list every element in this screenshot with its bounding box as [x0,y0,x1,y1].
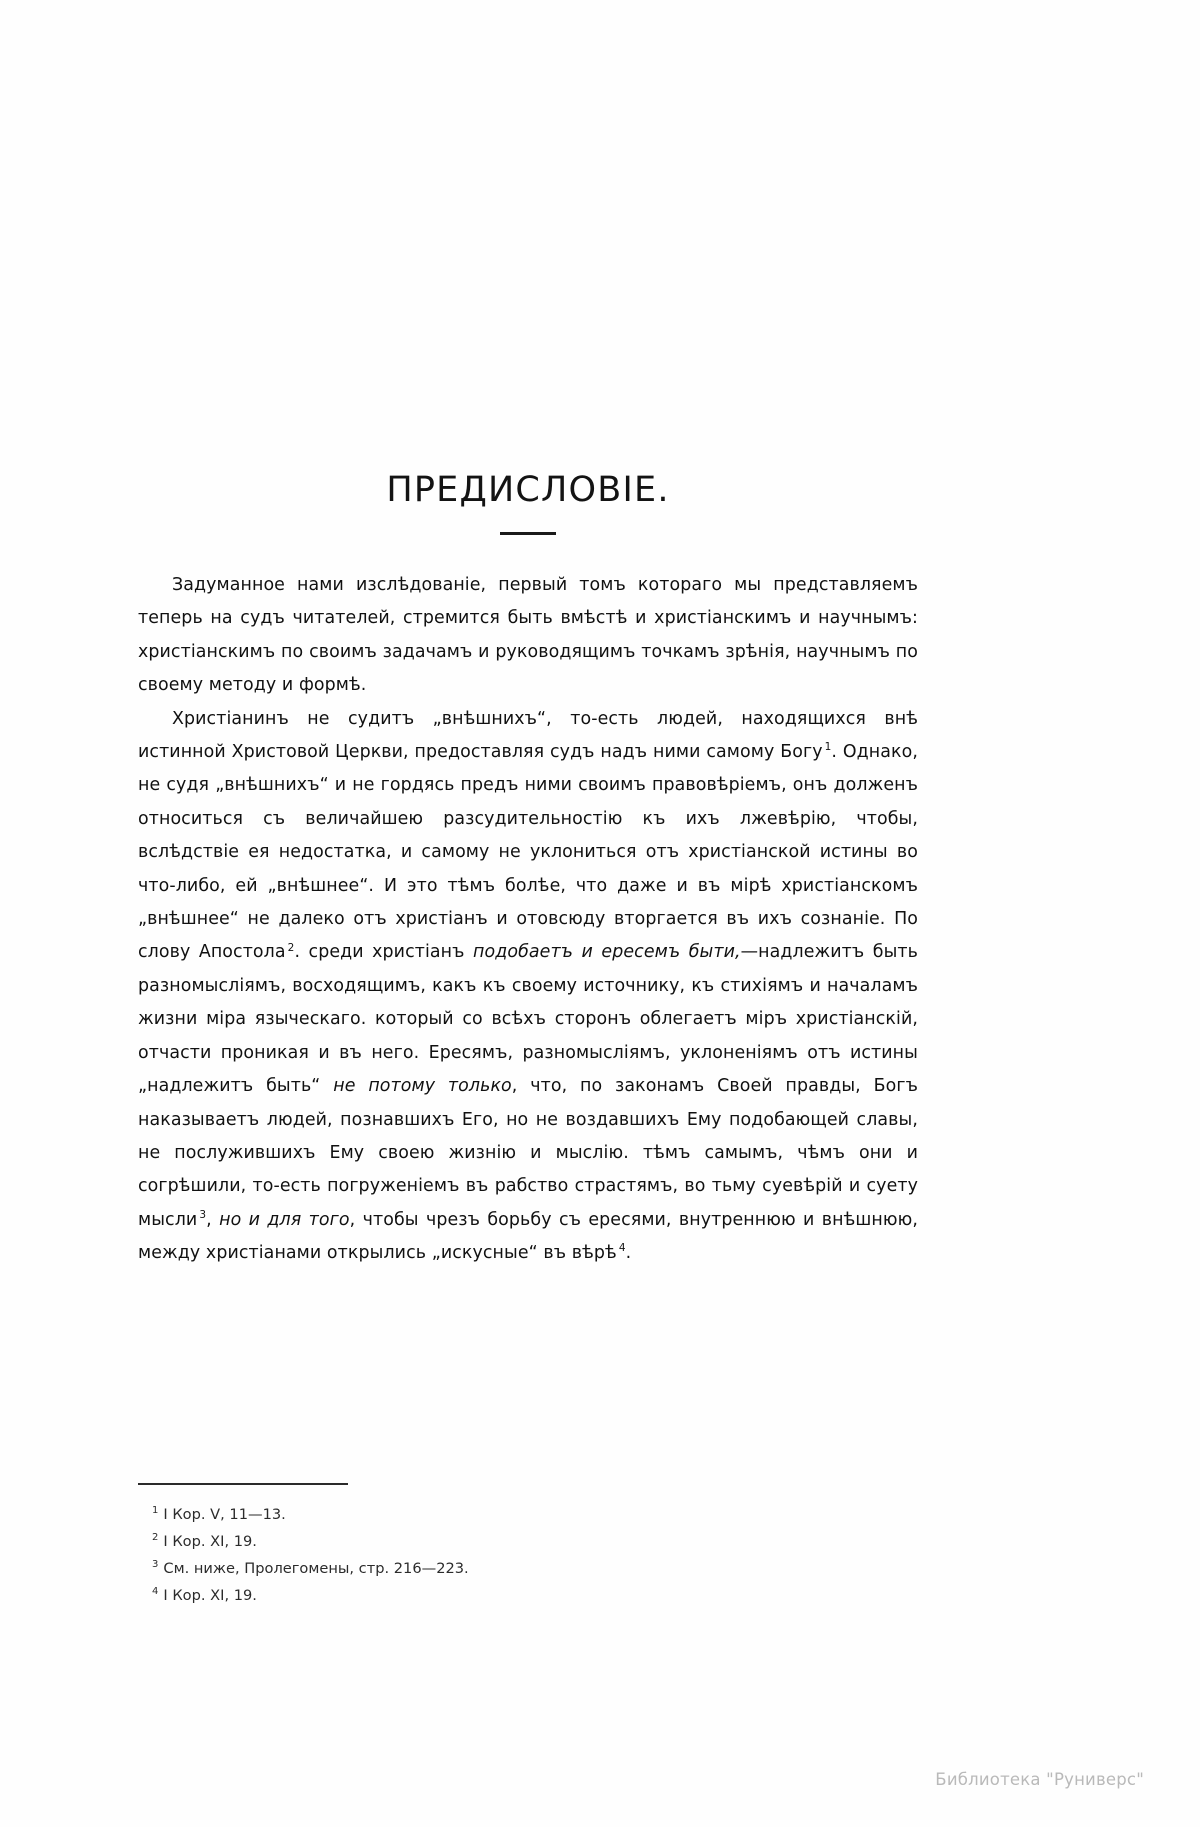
footnote-text: См. ниже, Пролегомены, стр. 216—223. [163,1560,469,1577]
paragraph-2-italic-1: подобаетъ и ересемъ быти, [473,942,741,963]
library-watermark: Библиотека "Руниверс" [935,1770,1144,1789]
footnote-ref-4: 4 [618,1242,626,1255]
footnote-ref-2: 2 [287,941,295,954]
paragraph-2-segment-f: , [206,1209,220,1230]
paragraph-2-segment-g: , чтобы чрезъ борьбу съ ересями, внутреннюю и внѣшнюю, между христіанами открылись „искусные“ въ вѣрѣ [138,1209,918,1264]
footnote-item [152,1582,918,1609]
footnote-item [152,1528,918,1555]
paragraph-2-segment-a: Христіанинъ не судитъ „внѣшнихъ“, то-есть людей, находящихся внѣ истинной Христовой Церкви, предоставляя судъ надъ ними самому Богу [138,708,918,763]
page-content [138,470,918,1271]
title-divider [500,532,556,535]
footnote-ref-3: 3 [199,1208,207,1221]
footnote-text: I Кор. XI, 19. [163,1533,257,1550]
footnote-mark: 3 [152,1559,159,1571]
footnote-item [152,1501,918,1528]
paragraph-2-segment-e: , что, по законамъ Своей правды, Богъ наказываетъ людей, познавшихъ Его, но не воздавшихъ Ему подобающей славы, не послужившихъ Ему своею жизнію и мыслію. тѣмъ самымъ, чѣмъ они и согрѣшили, то-есть погруженіемъ въ рабство страстямъ, во тьму суевѣрій и суету мысли [138,1076,918,1230]
footnote-mark: 2 [152,1532,159,1544]
footnote-mark: 4 [152,1586,159,1598]
footnote-list [138,1501,918,1609]
footnote-ref-1: 1 [824,741,832,754]
paragraph-2 [138,703,918,1271]
paragraph-1: Задуманное нами изслѣдованіе, первый томъ котораго мы представляемъ теперь на судъ читателей, стремится быть вмѣстѣ и христіанскимъ и научнымъ: христіанскимъ по своимъ задачамъ и руководящимъ точкамъ зрѣнія, научнымъ по своему методу и формѣ. [138,575,918,696]
paragraph-2-italic-3: но и для того [219,1209,350,1230]
page-title: ПРЕДИСЛОВІЕ. [386,470,670,510]
footnote-divider [138,1483,348,1485]
footnote-item [152,1555,918,1582]
footnote-area [138,1483,918,1609]
footnote-mark: 1 [152,1505,159,1517]
paragraph-2-segment-h: . [625,1243,632,1264]
paragraph-2-segment-c: . среди христіанъ [294,942,473,963]
paragraph-2-italic-2: не потому только [333,1076,512,1097]
paragraph-2-segment-d: —надлежитъ быть разномысліямъ, восходящимъ, какъ къ своему источнику, къ стихіямъ и началамъ жизни міра языческаго. который со всѣхъ сторонъ облегаетъ міръ христіанскій, отчасти проникая и въ него. Ересямъ, разномысліямъ, уклоненіямъ отъ истины „надлежитъ быть“ [138,942,918,1097]
footnote-text: I Кор. V, 11—13. [163,1506,286,1523]
paragraph-2-segment-b: . Однако, не судя „внѣшнихъ“ и не гордясь предъ ними своимъ правовѣріемъ, онъ долженъ относиться съ величайшею разсудительностію къ ихъ лжевѣрію, чтобы, вслѣдствіе ея недостатка, и самому не уклониться отъ христіанской истины во что-либо, ей „внѣшнее“. И это тѣмъ болѣе, что даже и въ мірѣ христіанскомъ „внѣшнее“ не далеко отъ христіанъ и отовсюду вторгается въ ихъ сознаніе. По слову Апостола [138,742,919,963]
footnote-text: I Кор. XI, 19. [163,1587,257,1604]
